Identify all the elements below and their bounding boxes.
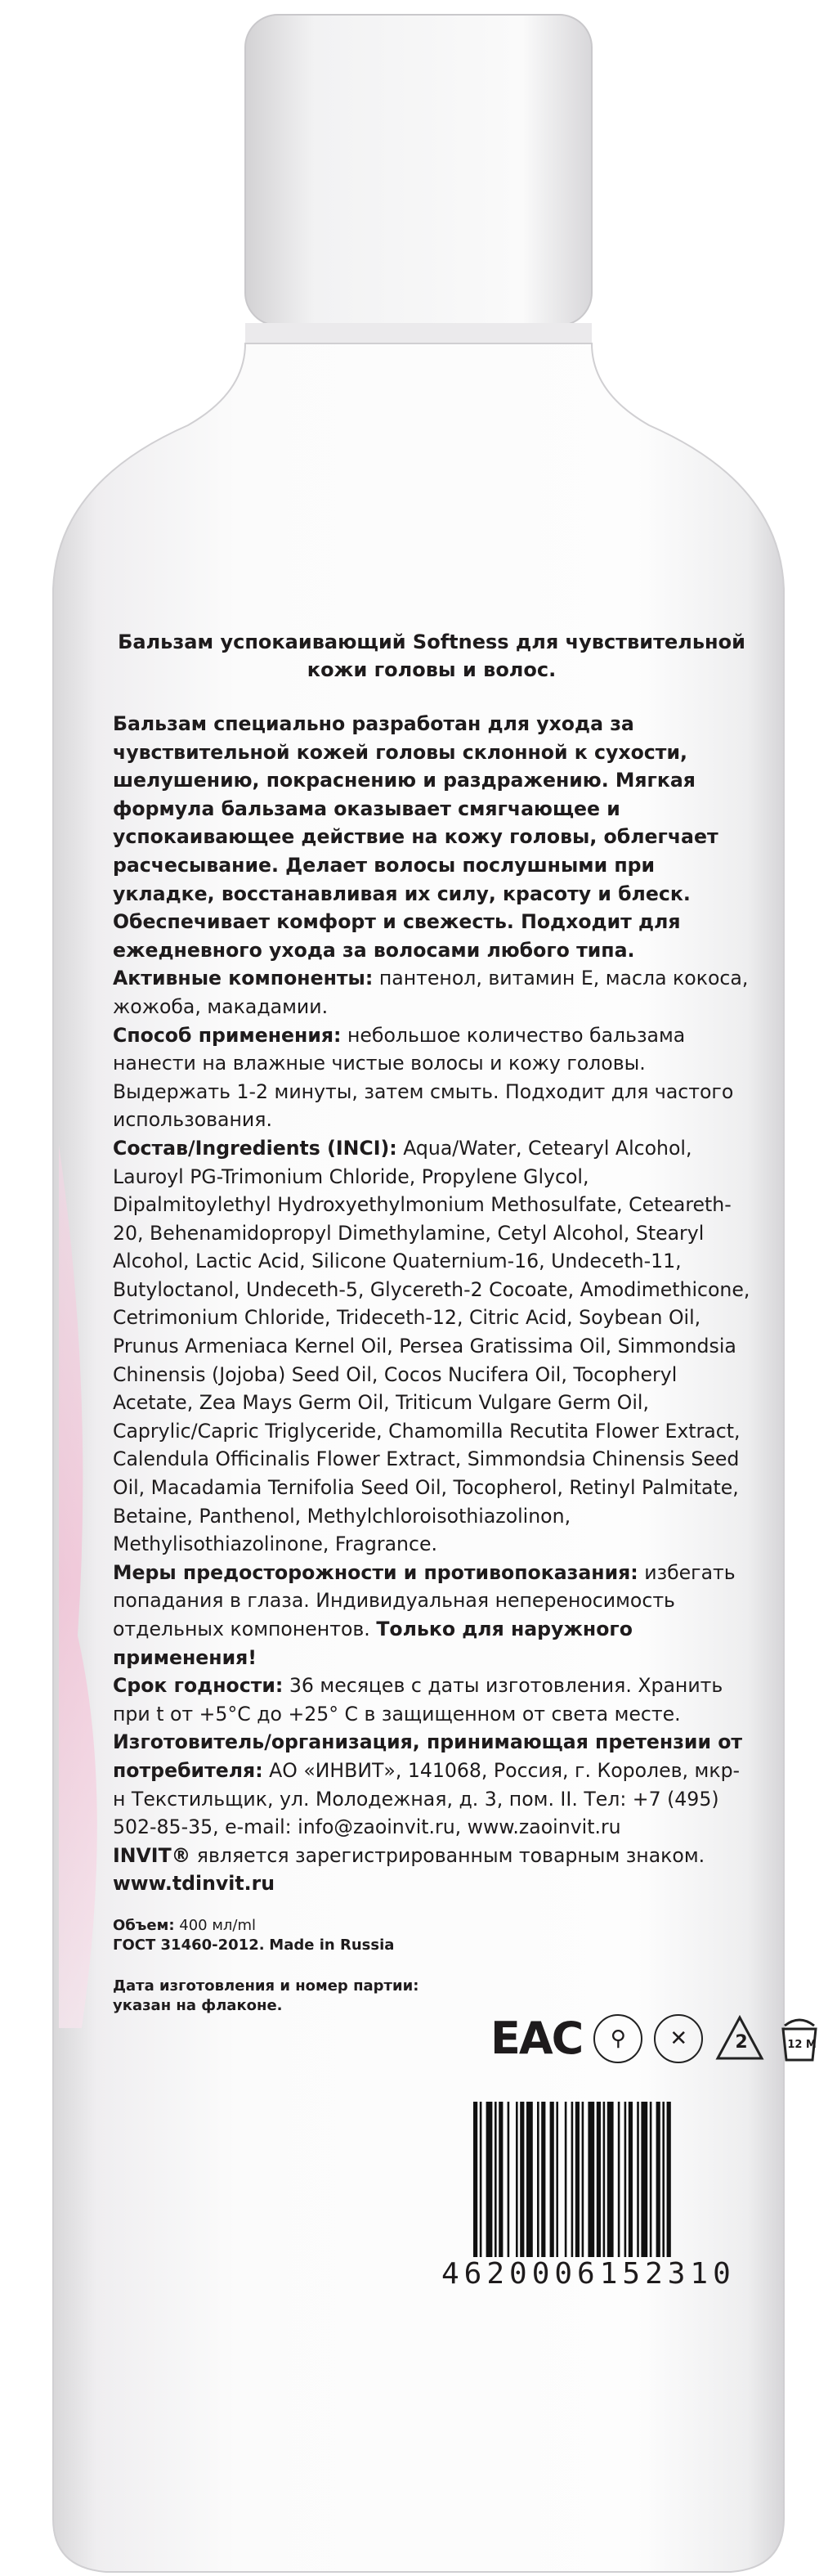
cosmetic-mirror-icon: ⚲	[593, 2014, 642, 2063]
pao-text: 12 M	[787, 2039, 817, 2051]
shelf-text: 36 месяцев с даты изготовления. Хранить при t от +5°C до +25° C в защищенном от света месте.	[113, 1674, 723, 1726]
trademark-bold: INVIT®	[113, 1843, 191, 1867]
usage-text: небольшое количество бальзама нанести на влажные чистые волосы и кожу головы. Выдержать 1-2 минуты, затем смыть. Подходит для частого использования.	[113, 1023, 734, 1132]
barcode-bar	[526, 2102, 533, 2257]
barcode-bar	[473, 2102, 477, 2257]
barcode-bar	[516, 2102, 518, 2257]
shelf-label: Срок годности:	[113, 1674, 284, 1698]
ingredients	[113, 1134, 750, 1559]
barcode-bar	[537, 2102, 539, 2257]
barcode-bar	[495, 2102, 497, 2257]
barcode-bar	[650, 2102, 652, 2257]
recycle-number: 2	[735, 2032, 748, 2053]
barcode-bar	[556, 2102, 558, 2257]
inci-label: Состав/Ingredients (INCI):	[113, 1136, 397, 1160]
caution-text: избегать попадания в глаза. Индивидуальная непереносимость отдельных компонентов.	[113, 1560, 736, 1640]
barcode-bar	[662, 2102, 665, 2257]
barcode-bar	[667, 2102, 671, 2257]
caution-label: Меры предосторожности и противопоказания:	[113, 1560, 638, 1584]
inci-text: Aqua/Water, Cetearyl Alcohol, Lauroyl PG-Trimonium Chloride, Propylene Glycol, Dipalmitoylethyl Hydroxyethylmonium Methosulfate, Ceteareth-20, Behenamidopropyl Dimethylamine, Cetyl Alcohol, Stearyl Alcohol, Lactic Acid, Silicone Quaternium-16, Undeceth-11, Butyloctanol, Undeceth-5, Glycereth-2 Cocoate, Amodimethicone, Cetrimonium Chloride, Trideceth-12, Citric Acid, Soybean Oil, Prunus Armeniaca Kernel Oil, Persea Gratissima Oil, Simmondsia Chinensis (Jojoba) Seed Oil, Cocos Nucifera Oil, Tocopheryl Acetate, Zea Mays Germ Oil, Triticum Vulgare Germ Oil, Caprylic/Capric Triglyceride, Chamomilla Recutita Flower Extract, Calendula Officinalis Flower Extract, Simmondsia Chinensis Seed Oil, Macadamia Ternifolia Seed Oil, Tocopherol, Retinyl Palmitate, Betaine, Panthenol, Methylchloroisothiazolinon, Methylisothiazolinone, Fragrance.	[113, 1136, 750, 1556]
website-text: www.tdinvit.ru	[113, 1872, 275, 1896]
recycle-icon	[714, 2014, 765, 2063]
eac-mark: EAC	[490, 2013, 583, 2064]
barcode-bar	[597, 2102, 601, 2257]
maker-label: Изготовитель/организация, принимающая претензии от потребителя:	[113, 1730, 743, 1782]
batch-note: Дата изготовления и номер партии: указан на флаконе.	[113, 1977, 419, 2014]
barcode-bar	[582, 2102, 584, 2257]
certification-marks	[490, 2014, 822, 2063]
barcode-bar	[618, 2102, 620, 2257]
caution	[113, 1559, 750, 1672]
product-title	[113, 628, 750, 684]
pao-icon	[777, 2014, 822, 2063]
barcode-bar	[571, 2102, 574, 2257]
barcode-bar	[588, 2102, 594, 2257]
barcode-bar	[499, 2102, 503, 2257]
barcode-bar	[624, 2102, 627, 2257]
active-text: пантенол, витамин Е, масла кокоса, жожоба, макадамии.	[113, 967, 749, 1018]
description: Бальзам специально разработан для ухода за чувствительной кожей головы склонной к сухости, шелушению, покраснению и раздражению. Мягкая формула бальзама оказывает смягчающее и успокаивающее действие на кожу головы, облегчает расчесывание. Делает волосы послушными при укладке, восстанавливая их силу, красоту и блеск. Обеспечивает комфорт и свежесть. Подходит для ежедневного ухода за волосами любого типа.	[113, 712, 718, 962]
shelf-life	[113, 1672, 750, 1728]
usage-label: Способ применения:	[113, 1023, 342, 1047]
barcode-bar	[637, 2102, 639, 2257]
usage	[113, 1021, 750, 1134]
product-label	[113, 628, 750, 2016]
barcode-bar	[480, 2102, 482, 2257]
made-in: Made in Russia	[269, 1936, 395, 1954]
active-label: Активные компоненты:	[113, 967, 374, 990]
gost-line	[113, 1936, 750, 1955]
volume	[113, 1916, 750, 1936]
not-tested-on-animals-icon: ✕	[654, 2014, 703, 2063]
barcode	[470, 2102, 748, 2257]
barcode-bar	[520, 2102, 524, 2257]
barcode-bar	[486, 2102, 493, 2257]
title-line-2: кожи головы и волос.	[307, 658, 557, 681]
barcode-bar	[641, 2102, 647, 2257]
maker-text: АО «ИНВИТ», 141068, Россия, г. Королев, мкр-н Текстильщик, ул. Молодежная, д. 3, пом. II. Тел: +7 (495) 502-85-35, e-mail: info@zaoinvit.ru, www.zaoinvit.ru	[113, 1758, 741, 1839]
barcode-bar	[656, 2102, 660, 2257]
manufacturer	[113, 1728, 750, 1841]
barcode-digits: 4620006152310	[441, 2257, 736, 2291]
barcode-bar	[629, 2102, 633, 2257]
caution-bold: Только для наружного применения!	[113, 1618, 633, 1669]
barcode-bar	[508, 2102, 510, 2257]
website	[113, 1869, 750, 1898]
trademark-text: является зарегистрированным товарным знаком.	[196, 1843, 705, 1867]
barcode-bar	[550, 2102, 554, 2257]
trademark	[113, 1842, 750, 1870]
barcode-bar	[541, 2102, 545, 2257]
title-line-1: Бальзам успокаивающий Softness для чувствительной	[118, 631, 745, 653]
barcode-bar	[603, 2102, 606, 2257]
active-components	[113, 964, 750, 1021]
barcode-bar	[607, 2102, 614, 2257]
gost: ГОСТ 31460-2012.	[113, 1936, 265, 1954]
barcode-bar	[565, 2102, 567, 2257]
volume-label: Объем:	[113, 1916, 175, 1934]
volume-text: 400 мл/ml	[179, 1916, 257, 1934]
barcode-bar	[575, 2102, 580, 2257]
